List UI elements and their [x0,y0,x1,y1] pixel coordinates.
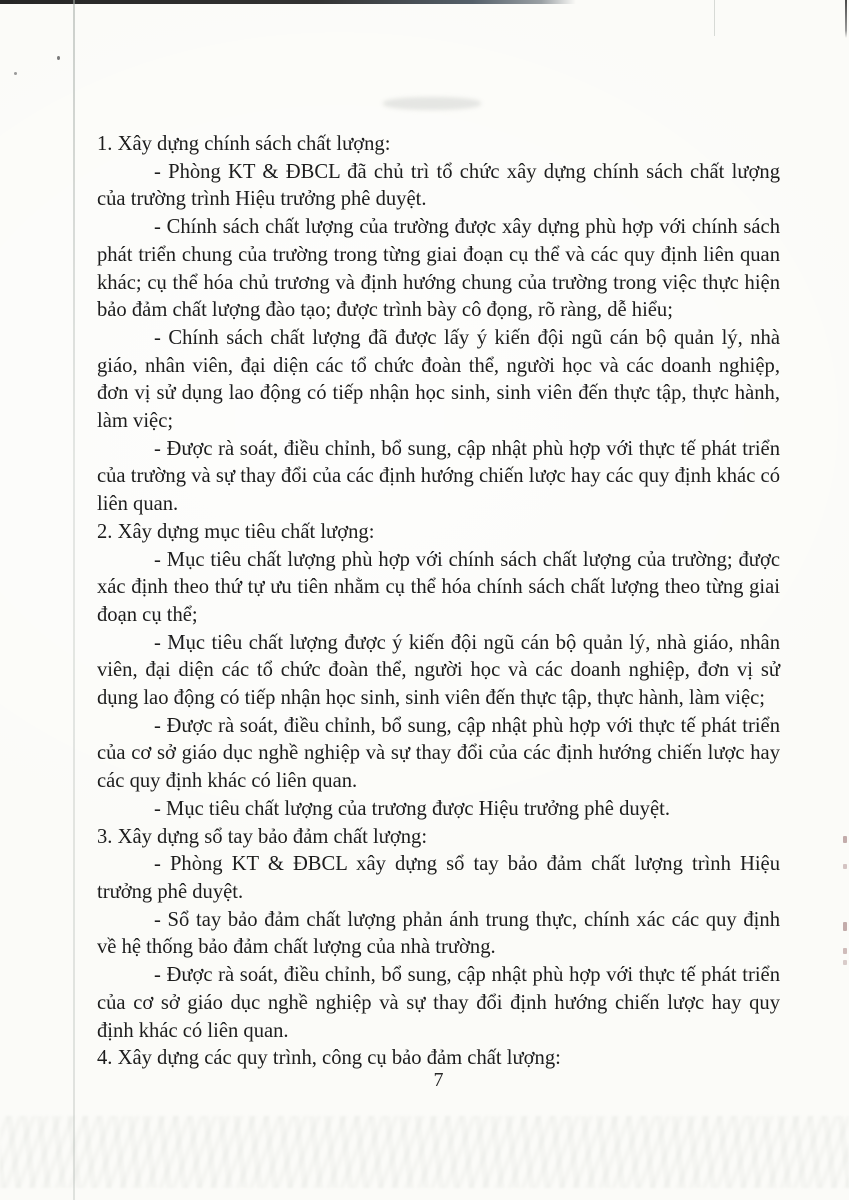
scan-artifact-edge-mark [843,922,847,931]
document-body-text [97,131,780,1073]
scan-artifact-edge-mark [843,948,847,954]
paragraph: - Mục tiêu chất lượng được ý kiến đội ngũ cán bộ quản lý, nhà giáo, nhân viên, đại diện các tổ chức đoàn thể, người học và các doanh nghiệp, đơn vị sử dụng lao động có tiếp nhận học sinh, sinh viên đến thực tập, thực hành, làm việc; [97,631,780,710]
section-heading: 2. Xây dựng mục tiêu chất lượng: [97,520,375,543]
paragraph: - Được rà soát, điều chỉnh, bổ sung, cập nhật phù hợp với thực tế phát triển của cơ sở giáo dục nghề nghiệp và sự thay đổi của các định hướng chiến lược hay các quy định khác có liên quan. [97,714,780,793]
scan-artifact-fold-line-secondary [714,0,715,36]
paragraph: - Chính sách chất lượng của trường được xây dựng phù hợp với chính sách phát triển chung của trường trong từng giai đoạn cụ thể và các quy định liên quan khác; cụ thể hóa chủ trương và định hướng chung của trường trong việc thực hiện bảo đảm chất lượng đào tạo; được trình bày cô đọng, rõ ràng, dễ hiểu; [97,216,780,322]
scan-artifact-speck [57,56,60,60]
section-heading: 4. Xây dựng các quy trình, công cụ bảo đảm chất lượng: [97,1047,561,1070]
paragraph: - Mục tiêu chất lượng phù hợp với chính sách chất lượng của trường; được xác định theo thứ tự ưu tiên nhằm cụ thể hóa chính sách chất lượng theo từng giai đoạn cụ thể; [97,548,780,626]
scan-artifact-speck [14,72,17,75]
scan-artifact-edge-mark [843,960,847,965]
scan-artifact-edge-mark [843,864,847,869]
scan-artifact-edge-mark [843,836,847,843]
paragraph: - Được rà soát, điều chỉnh, bổ sung, cập nhật phù hợp với thực tế phát triển của trường và sự thay đổi của các định hướng chiến lược hay các quy định khác có liên quan. [97,437,780,516]
paragraph: - Sổ tay bảo đảm chất lượng phản ánh trung thực, chính xác các quy định về hệ thống bảo đảm chất lượng của nhà trường. [97,908,780,959]
scan-artifact-bleedthrough-smudge [383,97,481,110]
paragraph: - Được rà soát, điều chỉnh, bổ sung, cập nhật phù hợp với thực tế phát triển của cơ sở giáo dục nghề nghiệp và sự thay đổi định hướng chiến lược hay quy định khác có liên quan. [97,964,780,1042]
paragraph: - Phòng KT & ĐBCL xây dựng sổ tay bảo đảm chất lượng trình Hiệu trưởng phê duyệt. [97,853,780,903]
section-heading: 3. Xây dựng sổ tay bảo đảm chất lượng: [97,825,428,848]
scan-artifact-right-corner-line [845,0,847,38]
paragraph: - Chính sách chất lượng đã được lấy ý kiến đội ngũ cán bộ quản lý, nhà giáo, nhân viên, đại diện các tổ chức đoàn thể, người học và các doanh nghiệp, đơn vị sử dụng lao động có tiếp nhận học sinh, sinh viên đến thực tập, thực hành, làm việc; [97,326,780,433]
paragraph: - Mục tiêu chất lượng của trương được Hiệu trưởng phê duyệt. [154,797,670,820]
page-number: 7 [433,1069,444,1091]
section-heading: 1. Xây dựng chính sách chất lượng: [97,133,391,155]
scan-artifact-fold-line [73,0,75,1200]
paragraph: - Phòng KT & ĐBCL đã chủ trì tổ chức xây dựng chính sách chất lượng của trường trình Hiệu trưởng phê duyệt. [97,160,780,211]
scan-artifact-top-edge-strip [0,0,576,4]
scan-artifact-bleedthrough-band [0,1116,849,1188]
